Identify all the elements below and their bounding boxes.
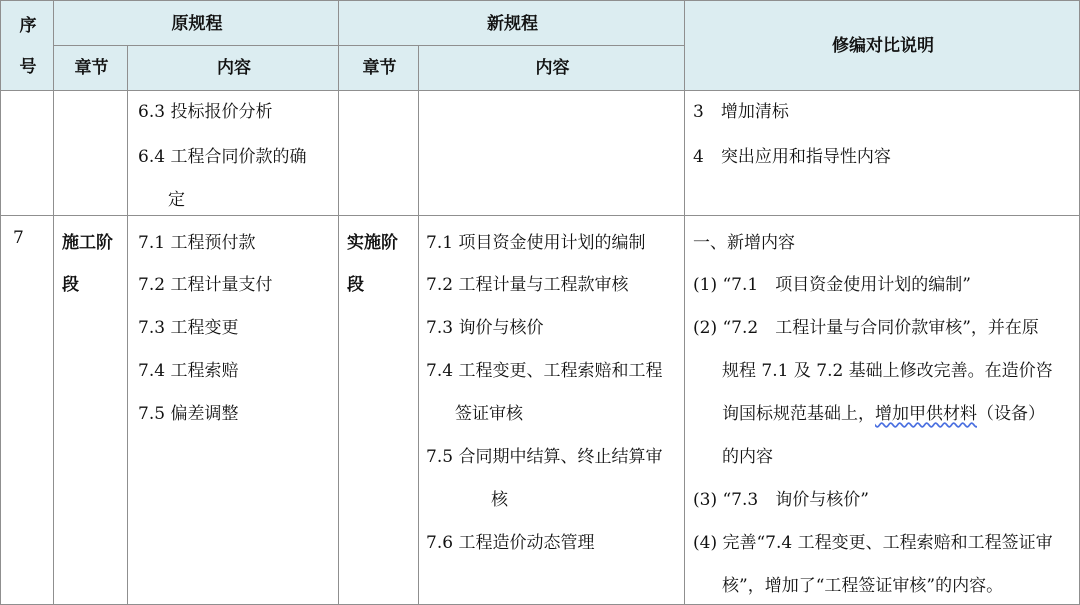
- row7-new-content-4: 7.4 工程变更、工程索赔和工程: [426, 361, 663, 381]
- header-new-chapter-cell: [338, 45, 419, 91]
- row7-note-9: 核”，增加了“工程签证审核”的内容。: [722, 576, 1004, 596]
- row6-old-content-3: 定: [168, 190, 185, 210]
- row7-new-chapter-1: 实施阶: [347, 233, 398, 253]
- row7-old-content-2: 7.2 工程计量支付: [138, 275, 273, 295]
- row6-notes-cell: [684, 90, 1080, 216]
- row7-new-content-7: 核: [491, 490, 508, 510]
- row7-new-content-6: 7.5 合同期中结算、终止结算审: [426, 447, 663, 467]
- row7-new-content-8: 7.6 工程造价动态管理: [426, 533, 595, 553]
- header-new-rules-cell: [338, 0, 685, 46]
- header-old-content-cell: [127, 45, 339, 91]
- header-new-content: 内容: [535, 58, 570, 78]
- row7-new-chapter-2: 段: [347, 275, 364, 295]
- row7-note-5-underlined: 增加甲供材料: [875, 404, 977, 424]
- row6-note-1: 3 增加清标: [693, 102, 789, 122]
- row7-note-4: 规程 7.1 及 7.2 基础上修改完善。在造价咨: [722, 361, 1053, 381]
- row7-old-chapter-2: 段: [62, 275, 79, 295]
- row7-note-7: (3) “7.3 询价与核价”: [693, 490, 869, 510]
- header-revision-note: 修编对比说明: [832, 36, 934, 56]
- row6-no-cell: [0, 90, 54, 216]
- row7-new-content-2: 7.2 工程计量与工程款审核: [426, 275, 629, 295]
- row7-new-chapter-cell: [338, 215, 419, 605]
- row7-note-6: 的内容: [722, 447, 773, 467]
- row7-note-5b: （设备）: [977, 404, 1045, 424]
- row7-old-chapter-cell: [53, 215, 128, 605]
- row7-new-content-5: 签证审核: [455, 404, 523, 424]
- row7-note-8: (4) 完善“7.4 工程变更、工程索赔和工程签证审: [693, 533, 1053, 553]
- header-old-rules-cell: [53, 0, 339, 46]
- row6-old-content-cell: [127, 90, 339, 216]
- row7-old-content-3: 7.3 工程变更: [138, 318, 239, 338]
- header-no-cell: [0, 0, 54, 91]
- row6-new-content-cell: [418, 90, 685, 216]
- row6-new-chapter-cell: [338, 90, 419, 216]
- header-old-content: 内容: [217, 58, 251, 78]
- header-revision-note-cell: [684, 0, 1080, 91]
- row7-old-content-5: 7.5 偏差调整: [138, 404, 239, 424]
- header-new-content-cell: [418, 45, 685, 91]
- header-old-rules: 原规程: [171, 14, 223, 34]
- row7-note-3: (2) “7.2 工程计量与合同价款审核”，并在原: [693, 318, 1039, 338]
- row7-no: 7: [13, 228, 24, 248]
- header-old-chapter-cell: [53, 45, 128, 91]
- row7-note-5a: 询国标规范基础上，: [722, 404, 875, 424]
- row7-old-content-cell: [127, 215, 339, 605]
- header-new-rules: 新规程: [487, 14, 538, 34]
- row7-new-content-1: 7.1 项目资金使用计划的编制: [426, 233, 646, 253]
- row6-old-content-2: 6.4 工程合同价款的确: [138, 147, 307, 167]
- row7-note-2: (1) “7.1 项目资金使用计划的编制”: [693, 275, 971, 295]
- row7-notes-cell: [684, 215, 1080, 605]
- row7-note-1: 一、新增内容: [693, 233, 795, 253]
- row7-old-content-4: 7.4 工程索赔: [138, 361, 239, 381]
- row7-new-content-cell: [418, 215, 685, 605]
- header-old-chapter: 章节: [74, 58, 109, 78]
- header-no-line2: 号: [19, 57, 37, 77]
- header-no-line1: 序: [19, 16, 37, 36]
- row6-note-2: 4 突出应用和指导性内容: [693, 147, 891, 167]
- row6-old-chapter-cell: [53, 90, 128, 216]
- row7-old-content-1: 7.1 工程预付款: [138, 233, 256, 253]
- row6-old-content-1: 6.3 投标报价分析: [138, 102, 273, 122]
- row7-old-chapter-1: 施工阶: [62, 233, 113, 253]
- header-new-chapter: 章节: [362, 58, 397, 78]
- row7-note-5: [722, 399, 1045, 424]
- row7-no-cell: [0, 215, 54, 605]
- row7-new-content-3: 7.3 询价与核价: [426, 318, 544, 338]
